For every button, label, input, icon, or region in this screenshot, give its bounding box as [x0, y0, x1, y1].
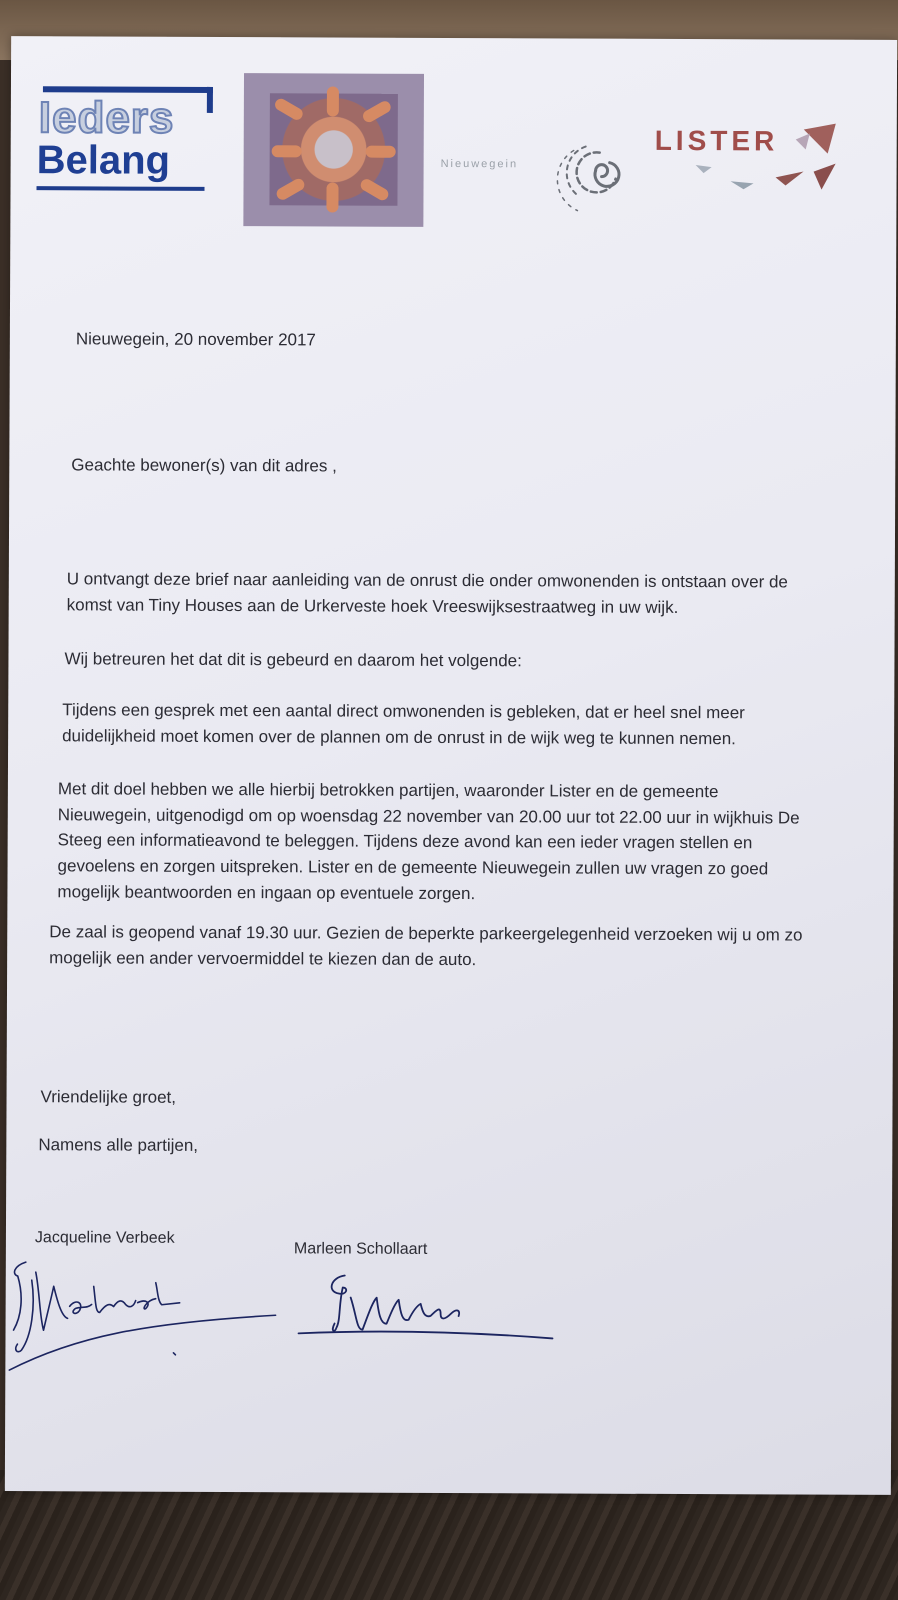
letter-page [5, 36, 897, 1495]
paragraph-venue: De zaal is geopend vanaf 19.30 uur. Gezien de beperkte parkeergelegenheid verzoeken wij u om zo mogelijk een ander vervoermiddel te kiezen dan de auto. [49, 922, 803, 969]
lister-logo-text: LISTER [654, 124, 779, 157]
lister-birds-icon [675, 119, 845, 210]
nieuwegein-swirl-icon [555, 130, 635, 220]
paragraph-conversation: Tijdens een gesprek met een aantal direct omwonenden is gebleken, dat er heel snel meer duidelijkheid moet komen over de plannen om de onrust in de wijk weg te kunnen nemen. [62, 700, 745, 748]
paragraph-intro: U ontvangt deze brief naar aanleiding van de onrust die onder omwonenden is ontstaan over de komst van Tiny Houses aan de Urkerveste hoek Vreeswijksestraatweg in uw wijk. [66, 569, 788, 617]
signature-verbeek [5, 1246, 296, 1377]
signatory-name-1: Jacqueline Verbeek [34, 1229, 175, 1247]
on-behalf-line: Namens alle partijen, [38, 1135, 199, 1155]
closing-greeting: Vriendelijke groet, [40, 1087, 177, 1107]
ieders-belang-logo: Ieders Belang [28, 86, 219, 207]
letter-date: Nieuwegein, 20 november 2017 [75, 329, 316, 350]
nieuwegein-logo-text: Nieuwegein [440, 157, 519, 171]
signature-schollaart [290, 1257, 570, 1348]
signatory-name-2: Marleen Schollaart [293, 1240, 428, 1258]
photo-logo [243, 73, 424, 227]
letter-salutation: Geachte bewoner(s) van dit adres , [71, 455, 337, 476]
paragraph-invitation: Met dit doel hebben we alle hierbij betrokken partijen, waaronder Lister en de gemeente Nieuwegein, uitgenodigd om op woensdag 22 november van 20.00 uur tot 22.00 uur in wijkhuis De Steeg een informatieavond te beleggen. Tijdens deze avond kan een ieder vragen stellen en gevoelens en zorgen uitspreken. Lister en de gemeente Nieuwegein zullen uw vragen zo goed mogelijk beantwoorden en ingaan op eventuele zorgen. [57, 779, 800, 903]
paragraph-regret: Wij betreuren het dat dit is gebeurd en daarom het volgende: [64, 649, 522, 671]
